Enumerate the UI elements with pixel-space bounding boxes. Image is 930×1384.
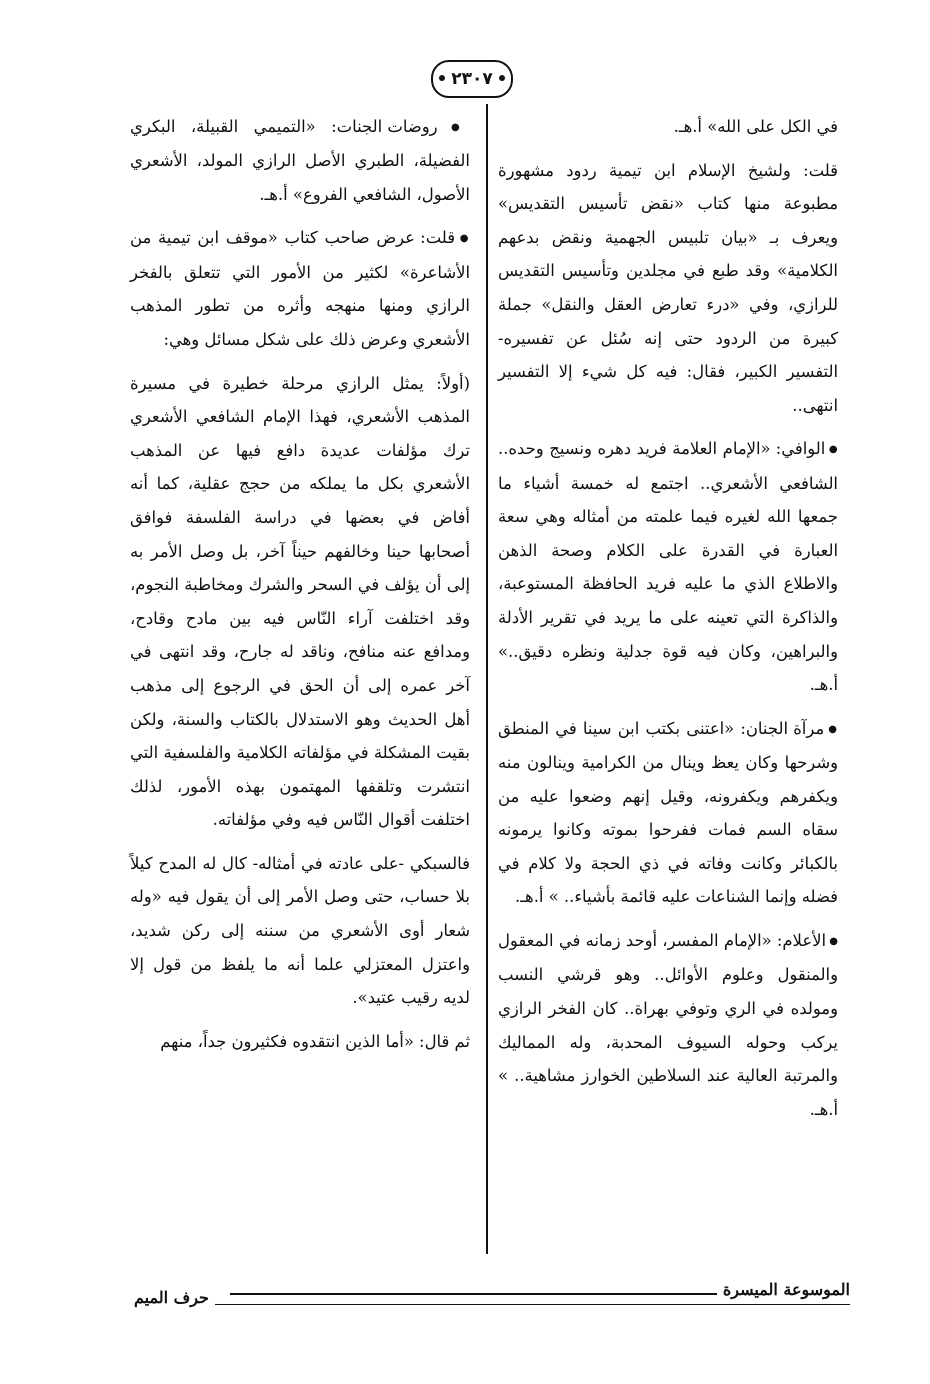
left-column: [130, 110, 470, 1068]
column-divider: [486, 104, 488, 1254]
footer-rule: [230, 1293, 730, 1295]
footer-rule-lower: [134, 1304, 850, 1305]
page-footer: [130, 1280, 850, 1320]
right-paragraph-mirat-aljanan: ● مرآة الجنان: «اعتنى بكتب ابن سينا في المنطق وشرحها وكان يعظ وينال من الكرامية وينالون منه ويكفرهم ويكفرونه، وقيل إنهم وضعوا عليه من سقاه السم فمات ففرحوا بموته وكانوا يرمونه بالكبائر وكانت وفاته في ذي الحجة ولا كلام في فضله وإنما الشناعات عليه قائمة بأشياء.. » أ.هـ.: [498, 712, 838, 914]
right-paragraph-2: قلت: ولشيخ الإسلام ابن تيمية ردود مشهورة مطبوعة منها كتاب «نقض تأسيس التقديس» ويعرف بـ «بيان تلبيس الجهمية ونقض بدعهم الكلامية» وقد طبع في مجلدين وتأسيس التقديس للرازي، وفي «درء تعارض العقل والنقل» جملة كبيرة من الردود حتى إنه سُئل عن تفسيره-التفسير الكبير، فقال: فيه كل شيء إلا التفسير انتهى..: [498, 160, 838, 415]
left-paragraph-qult: ● قلت: عرض صاحب كتاب «موقف ابن تيمية من الأشاعرة» لكثير من الأمور التي تتعلق بالفخر الرازي ومنها منهجه وأثره من تطور المذهب الأشعري وعرض ذلك على شكل مسائل وهي:: [130, 221, 470, 356]
right-column: [498, 110, 838, 1136]
left-paragraph-rawdat: ● روضات الجنات: «التميمي القبيلة، البكري الفضيلة، الطبري الأصل الرازي المولد، الأشعري الأصول، الشافعي الفروع» أ.هـ.: [130, 110, 470, 211]
right-paragraph-alalam: ● الأعلام: «الإمام المفسر، أوحد زمانه في المعقول والمنقول وعلوم الأوائل.. وهو قرشي النسب ومولده في الري وتوفي بهراة.. كان الفخر الرازي يركب وحوله السيوف المحدبة، وله المماليك والمرتبة العالية عند السلاطين الخوارز مشاهية.. » أ.هـ.: [498, 924, 838, 1126]
right-paragraph-1: في الكل على الله» أ.هـ.: [673, 117, 838, 136]
left-paragraph-thumma-qal: ثم قال: «أما الذين انتقدوه فكثيرون جداً، منهم: [160, 1031, 470, 1051]
footer-encyclopedia-title: الموسوعة الميسرة: [717, 1280, 850, 1299]
page-number: ٢٣٠٧: [431, 60, 513, 98]
footer-section-letter: حرف الميم: [134, 1288, 215, 1307]
left-paragraph-awwalan: (أولاً: يمثل الرازي مرحلة خطيرة في مسيرة المذهب الأشعري، فهذا الإمام الشافعي الأشعري ترك مؤلفات عديدة دافع فيها عن المذهب الأشعري بكل ما يملكه من حجج عقلية، كما أنه أفاض في بعضها في دراسة الفلسفة فوافق أصحابها حينا وخالفهم حيناً آخر، بل وصل الأمر به إلى أن يؤلف في السحر والشرك ومخاطبة النجوم، وقد اختلفت آراء النّاس فيه بين مادح وقادح، ومدافع عنه منافح، وناقد له جارح، وقد انتهى في آخر عمره إلى أن الحق في الرجوع إلى مذهب أهل الحديث وهو الاستدلال بالكتاب والسنة، ولكن بقيت المشكلة في مؤلفاته الكلامية والفلسفية التي انتشرت وتلقفها المهتمون بهذه الأمور، لذلك اختلفت أقوال النّاس فيه وفي مؤلفاته.: [130, 373, 470, 830]
right-paragraph-wafi: ● الوافي: «الإمام العلامة فريد دهره ونسيج وحده.. الشافعي الأشعري.. اجتمع له خمسة أشياء ما جمعها الله لغيره فيما علمته من أمثاله وهي سعة العبارة في القدرة على الكلام وصحة الذهن والاطلاع الذي ما عليه فريد الحافظة المستوعبة، والذاكرة التي تعينه على ما يريد في تقرير الأدلة والبراهين، وكان فيه قوة جدلية ونظره دقيق..» أ.هـ.: [498, 432, 838, 701]
left-paragraph-subki: فالسبكي -على عادته في أمثاله- كال له المدح كيلاً بلا حساب، حتى وصل الأمر إلى أن يقول فيه «وله شعار أوى الأشعري من سننه إلى ركن شديد، واعتزل المعتزلي علما أنه ما يلفظ من قول إلا لديه رقيب عتيد».: [130, 853, 470, 1008]
